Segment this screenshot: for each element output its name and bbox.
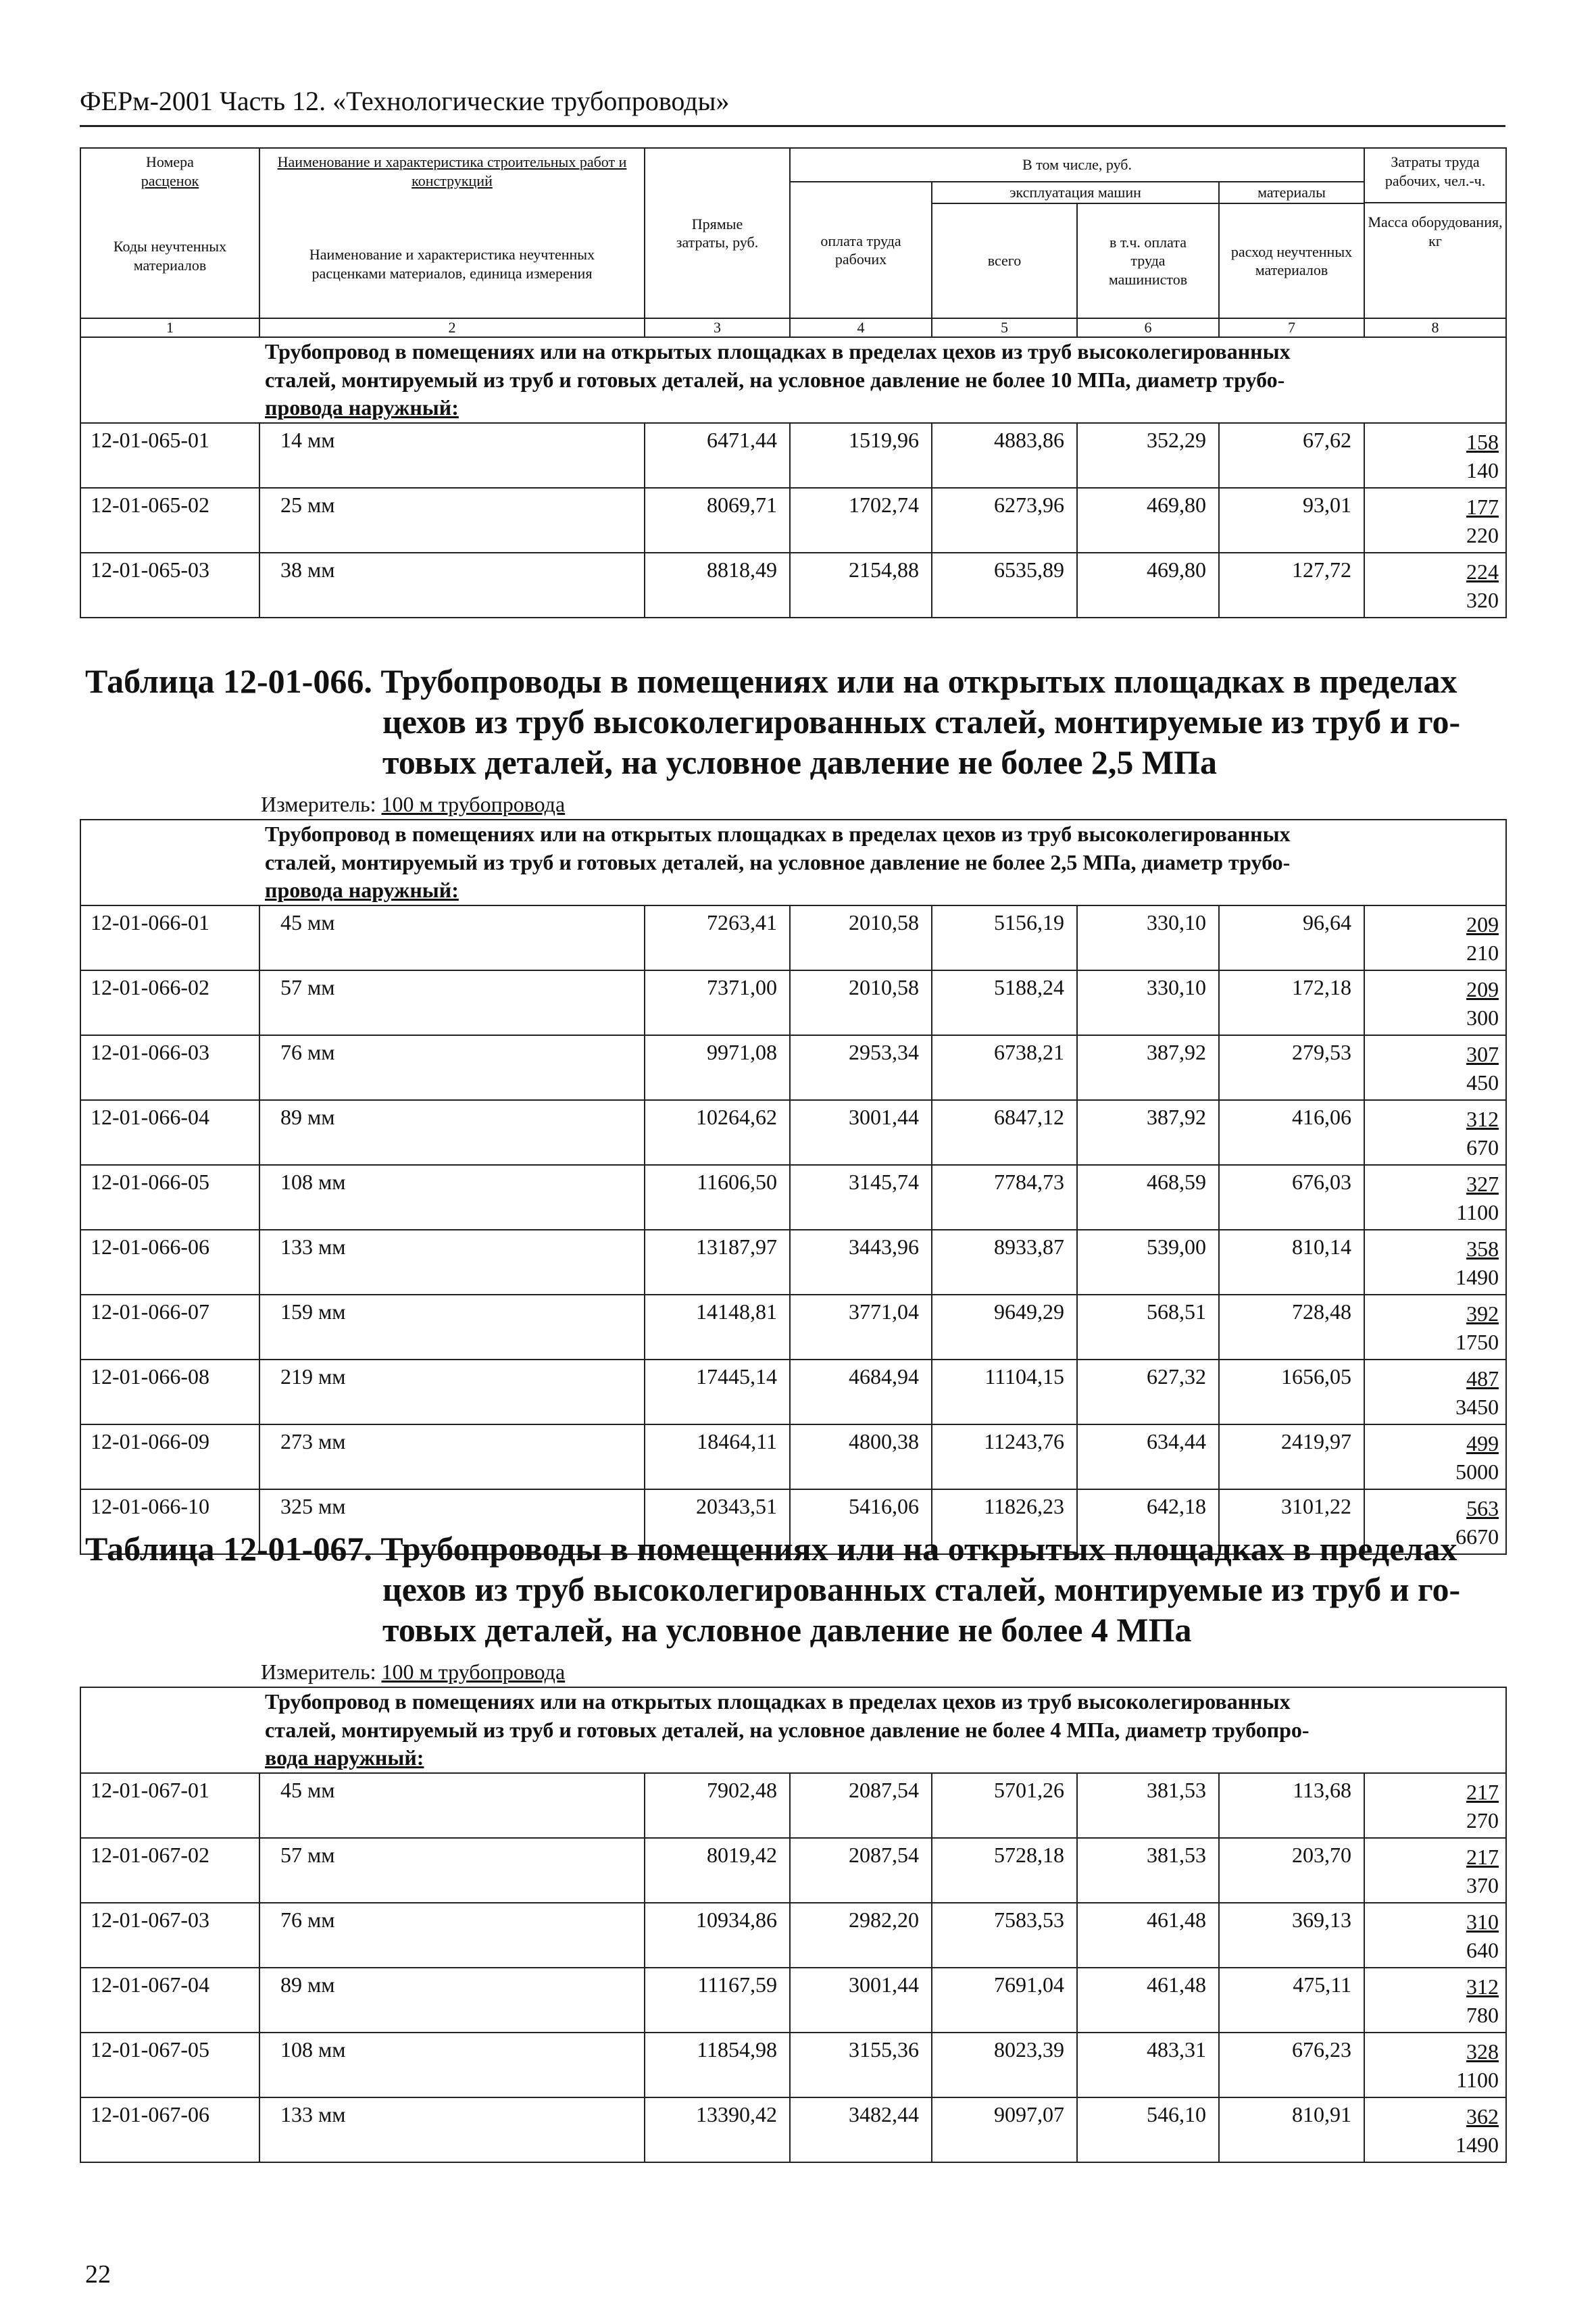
labor-and-mass <box>1364 2033 1506 2097</box>
material-consumption: 416,06 <box>1219 1100 1364 1165</box>
table-row <box>80 2097 1506 2162</box>
table-title-066: Таблица 12-01-066. Трубопроводы в помещениях или на открытых площадках в пределах цехов из труб высоколегированных сталей, монтируемые из труб и го- товых деталей, на условное давление не более 2,5 МПа <box>85 662 1461 781</box>
material-consumption: 93,01 <box>1219 488 1364 553</box>
wages: 2982,20 <box>790 1903 932 1968</box>
wages: 2087,54 <box>790 1838 932 1903</box>
col-header-machines: эксплуатация машин <box>932 182 1219 203</box>
material-consumption: 2419,97 <box>1219 1424 1364 1489</box>
labor-hours: 312 <box>1466 1106 1499 1131</box>
labor-hours: 499 <box>1466 1430 1499 1455</box>
labor-and-mass <box>1364 1165 1506 1230</box>
machines-total: 8933,87 <box>932 1230 1077 1295</box>
wages: 5416,06 <box>790 1489 932 1554</box>
labor-and-mass <box>1364 1230 1506 1295</box>
machinists-wages: 330,10 <box>1077 970 1219 1035</box>
direct-costs: 14148,81 <box>645 1295 790 1360</box>
labor-hours: 209 <box>1466 976 1499 1001</box>
rate-code: 12-01-066-10 <box>80 1489 259 1554</box>
measure-066: Измеритель: 100 м трубопровода <box>261 792 566 816</box>
material-consumption: 810,91 <box>1219 2097 1364 2162</box>
col-num-4: 4 <box>790 318 932 337</box>
col-num-5: 5 <box>932 318 1077 337</box>
machinists-wages: 469,80 <box>1077 553 1219 618</box>
equipment-mass: 6670 <box>1455 1524 1499 1549</box>
labor-and-mass <box>1364 905 1506 970</box>
wages: 4684,94 <box>790 1360 932 1424</box>
wages: 4800,38 <box>790 1424 932 1489</box>
rate-code: 12-01-066-06 <box>80 1230 259 1295</box>
material-consumption: 203,70 <box>1219 1838 1364 1903</box>
labor-and-mass <box>1364 1035 1506 1100</box>
machines-total: 11826,23 <box>932 1489 1077 1554</box>
col-num-2: 2 <box>259 318 645 337</box>
equipment-mass: 450 <box>1466 1070 1499 1095</box>
material-consumption: 728,48 <box>1219 1295 1364 1360</box>
material-consumption: 1656,05 <box>1219 1360 1364 1424</box>
direct-costs: 7902,48 <box>645 1773 790 1838</box>
col-num-8: 8 <box>1364 318 1506 337</box>
material-consumption: 279,53 <box>1219 1035 1364 1100</box>
equipment-mass: 780 <box>1466 2002 1499 2027</box>
machines-total: 4883,86 <box>932 423 1077 488</box>
direct-costs: 6471,44 <box>645 423 790 488</box>
labor-and-mass <box>1364 1100 1506 1165</box>
pipe-diameter: 76 мм <box>259 1035 645 1100</box>
rate-code: 12-01-067-03 <box>80 1903 259 1968</box>
pipe-diameter: 57 мм <box>259 970 645 1035</box>
pipe-diameter: 133 мм <box>259 1230 645 1295</box>
rate-code: 12-01-065-02 <box>80 488 259 553</box>
labor-hours: 307 <box>1466 1041 1499 1066</box>
rate-code: 12-01-066-01 <box>80 905 259 970</box>
labor-and-mass <box>1364 423 1506 488</box>
machines-total: 5188,24 <box>932 970 1077 1035</box>
rate-code: 12-01-066-07 <box>80 1295 259 1360</box>
machinists-wages: 381,53 <box>1077 1838 1219 1903</box>
block-subheading: Трубопровод в помещениях или на открытых площадках в пределах цехов из труб высоколегированных сталей, монтируемый из труб и готовых деталей, на условное давление не более 2,5 МПа, диаметр трубо- провода наружный: <box>80 820 1506 905</box>
labor-and-mass <box>1364 488 1506 553</box>
machines-total: 6535,89 <box>932 553 1077 618</box>
col-header-material-consumption: расход неучтенных материалов <box>1219 203 1364 318</box>
pipe-diameter: 273 мм <box>259 1424 645 1489</box>
pipe-diameter: 133 мм <box>259 2097 645 2162</box>
equipment-mass: 220 <box>1466 522 1499 547</box>
table-row <box>80 1424 1506 1489</box>
machinists-wages: 546,10 <box>1077 2097 1219 2162</box>
machinists-wages: 461,48 <box>1077 1903 1219 1968</box>
machinists-wages: 461,48 <box>1077 1968 1219 2033</box>
machinists-wages: 469,80 <box>1077 488 1219 553</box>
labor-hours: 158 <box>1466 429 1499 454</box>
labor-hours: 224 <box>1466 559 1499 584</box>
rate-code: 12-01-067-04 <box>80 1968 259 2033</box>
direct-costs: 8069,71 <box>645 488 790 553</box>
direct-costs: 11167,59 <box>645 1968 790 2033</box>
col-header-machines-total: всего <box>932 203 1077 318</box>
table-row <box>80 1903 1506 1968</box>
machines-total: 5728,18 <box>932 1838 1077 1903</box>
direct-costs: 7371,00 <box>645 970 790 1035</box>
equipment-mass: 1490 <box>1455 2132 1499 2157</box>
rate-code: 12-01-065-03 <box>80 553 259 618</box>
labor-and-mass <box>1364 1903 1506 1968</box>
page-header: ФЕРм-2001 Часть 12. «Технологические трубопроводы» <box>80 85 1505 127</box>
pipe-diameter: 45 мм <box>259 905 645 970</box>
wages: 3771,04 <box>790 1295 932 1360</box>
pipe-diameter: 108 мм <box>259 1165 645 1230</box>
wages: 3482,44 <box>790 2097 932 2162</box>
wages: 2087,54 <box>790 1773 932 1838</box>
rate-code: 12-01-066-08 <box>80 1360 259 1424</box>
direct-costs: 13390,42 <box>645 2097 790 2162</box>
col-header-codes: Номера расценок Коды неучтенных материалов <box>80 148 259 318</box>
pipe-diameter: 219 мм <box>259 1360 645 1424</box>
direct-costs: 8818,49 <box>645 553 790 618</box>
labor-and-mass <box>1364 1838 1506 1903</box>
table-067 <box>80 1687 1507 2163</box>
machinists-wages: 381,53 <box>1077 1773 1219 1838</box>
table-row <box>80 905 1506 970</box>
material-consumption: 810,14 <box>1219 1230 1364 1295</box>
labor-and-mass <box>1364 1295 1506 1360</box>
machinists-wages: 352,29 <box>1077 423 1219 488</box>
table-row <box>80 970 1506 1035</box>
rate-code: 12-01-066-05 <box>80 1165 259 1230</box>
rate-code: 12-01-067-06 <box>80 2097 259 2162</box>
col-num-6: 6 <box>1077 318 1219 337</box>
wages: 3001,44 <box>790 1968 932 2033</box>
material-consumption: 369,13 <box>1219 1903 1364 1968</box>
labor-hours: 177 <box>1466 494 1499 519</box>
wages: 3145,74 <box>790 1165 932 1230</box>
col-num-1: 1 <box>80 318 259 337</box>
equipment-mass: 1750 <box>1455 1329 1499 1354</box>
equipment-mass: 320 <box>1466 587 1499 612</box>
table-row <box>80 488 1506 553</box>
table-row <box>80 1100 1506 1165</box>
table-066 <box>80 819 1507 1555</box>
machinists-wages: 539,00 <box>1077 1230 1219 1295</box>
rate-code: 12-01-066-03 <box>80 1035 259 1100</box>
material-consumption: 676,03 <box>1219 1165 1364 1230</box>
labor-and-mass <box>1364 1968 1506 2033</box>
machinists-wages: 568,51 <box>1077 1295 1219 1360</box>
direct-costs: 10264,62 <box>645 1100 790 1165</box>
col-header-direct-costs: Прямые затраты, руб. <box>645 148 790 318</box>
rate-code: 12-01-067-02 <box>80 1838 259 1903</box>
direct-costs: 8019,42 <box>645 1838 790 1903</box>
equipment-mass: 1100 <box>1456 1199 1499 1224</box>
labor-hours: 312 <box>1466 1974 1499 1999</box>
equipment-mass: 640 <box>1466 1937 1499 1962</box>
pipe-diameter: 325 мм <box>259 1489 645 1554</box>
labor-and-mass <box>1364 553 1506 618</box>
labor-hours: 217 <box>1466 1779 1499 1804</box>
rate-code: 12-01-067-05 <box>80 2033 259 2097</box>
wages: 2154,88 <box>790 553 932 618</box>
wages: 3155,36 <box>790 2033 932 2097</box>
machines-total: 5701,26 <box>932 1773 1077 1838</box>
labor-and-mass <box>1364 970 1506 1035</box>
wages: 2953,34 <box>790 1035 932 1100</box>
equipment-mass: 670 <box>1466 1135 1499 1160</box>
wages: 2010,58 <box>790 970 932 1035</box>
col-num-3: 3 <box>645 318 790 337</box>
equipment-mass: 1100 <box>1456 2067 1499 2092</box>
table-row <box>80 2033 1506 2097</box>
machines-total: 7691,04 <box>932 1968 1077 2033</box>
labor-hours: 209 <box>1466 912 1499 937</box>
direct-costs: 17445,14 <box>645 1360 790 1424</box>
direct-costs: 20343,51 <box>645 1489 790 1554</box>
col-header-materials: материалы <box>1219 182 1364 203</box>
labor-and-mass <box>1364 2097 1506 2162</box>
col-header-machinists-wages: в т.ч. оплата труда машинистов <box>1077 203 1219 318</box>
table-title-067: Таблица 12-01-067. Трубопроводы в помещениях или на открытых площадках в пределах цехов из труб высоколегированных сталей, монтируемые из труб и го- товых деталей, на условное давление не более 4 МПа <box>85 1530 1461 1649</box>
wages: 1702,74 <box>790 488 932 553</box>
block-subheading: Трубопровод в помещениях или на открытых площадках в пределах цехов из труб высоколегированных сталей, монтируемый из труб и готовых деталей, на условное давление не более 10 МПа, диаметр трубо- провода наружный: <box>80 337 1506 423</box>
pipe-diameter: 89 мм <box>259 1100 645 1165</box>
pipe-diameter: 25 мм <box>259 488 645 553</box>
direct-costs: 13187,97 <box>645 1230 790 1295</box>
material-consumption: 67,62 <box>1219 423 1364 488</box>
table-row <box>80 1773 1506 1838</box>
material-consumption: 127,72 <box>1219 553 1364 618</box>
equipment-mass: 370 <box>1466 1872 1499 1897</box>
col-header-name: Наименование и характеристика строительных работ и конструкций Наименование и характеристика неучтенных расценками материалов, единица измерения <box>259 148 645 318</box>
labor-hours: 563 <box>1466 1495 1499 1520</box>
equipment-mass: 5000 <box>1455 1459 1499 1484</box>
col-header-labor: Затраты труда рабочих, чел.-ч. Масса оборудования, кг <box>1364 148 1506 318</box>
table-row <box>80 1230 1506 1295</box>
machinists-wages: 387,92 <box>1077 1100 1219 1165</box>
page-number: 22 <box>85 2260 111 2289</box>
labor-and-mass <box>1364 1773 1506 1838</box>
direct-costs: 11606,50 <box>645 1165 790 1230</box>
table-065 <box>80 147 1507 618</box>
rate-code: 12-01-067-01 <box>80 1773 259 1838</box>
direct-costs: 11854,98 <box>645 2033 790 2097</box>
wages: 3001,44 <box>790 1100 932 1165</box>
machinists-wages: 387,92 <box>1077 1035 1219 1100</box>
table-row <box>80 1295 1506 1360</box>
pipe-diameter: 38 мм <box>259 553 645 618</box>
machines-total: 6738,21 <box>932 1035 1077 1100</box>
pipe-diameter: 89 мм <box>259 1968 645 2033</box>
measure-067: Измеритель: 100 м трубопровода <box>261 1660 566 1684</box>
equipment-mass: 1490 <box>1455 1264 1499 1289</box>
col-header-wages: оплата труда рабочих <box>790 182 932 318</box>
machines-total: 5156,19 <box>932 905 1077 970</box>
pipe-diameter: 159 мм <box>259 1295 645 1360</box>
equipment-mass: 300 <box>1466 1005 1499 1030</box>
table-row <box>80 423 1506 488</box>
material-consumption: 475,11 <box>1219 1968 1364 2033</box>
machines-total: 6847,12 <box>932 1100 1077 1165</box>
labor-and-mass <box>1364 1360 1506 1424</box>
labor-and-mass <box>1364 1424 1506 1489</box>
labor-hours: 362 <box>1466 2104 1499 2129</box>
block-subheading: Трубопровод в помещениях или на открытых площадках в пределах цехов из труб высоколегированных сталей, монтируемый из труб и готовых деталей, на условное давление не более 4 МПа, диаметр трубопро- вода наружный: <box>80 1687 1506 1773</box>
direct-costs: 9971,08 <box>645 1035 790 1100</box>
pipe-diameter: 14 мм <box>259 423 645 488</box>
table-row <box>80 553 1506 618</box>
labor-hours: 310 <box>1466 1909 1499 1934</box>
pipe-diameter: 57 мм <box>259 1838 645 1903</box>
material-consumption: 676,23 <box>1219 2033 1364 2097</box>
machinists-wages: 330,10 <box>1077 905 1219 970</box>
material-consumption: 172,18 <box>1219 970 1364 1035</box>
rate-code: 12-01-066-02 <box>80 970 259 1035</box>
equipment-mass: 270 <box>1466 1808 1499 1833</box>
labor-hours: 217 <box>1466 1844 1499 1869</box>
rate-code: 12-01-066-04 <box>80 1100 259 1165</box>
labor-hours: 487 <box>1466 1366 1499 1391</box>
labor-hours: 358 <box>1466 1236 1499 1261</box>
machines-total: 7784,73 <box>932 1165 1077 1230</box>
labor-hours: 327 <box>1466 1171 1499 1196</box>
machines-total: 11243,76 <box>932 1424 1077 1489</box>
direct-costs: 18464,11 <box>645 1424 790 1489</box>
labor-hours: 392 <box>1466 1301 1499 1326</box>
material-consumption: 113,68 <box>1219 1773 1364 1838</box>
machines-total: 9097,07 <box>932 2097 1077 2162</box>
machinists-wages: 642,18 <box>1077 1489 1219 1554</box>
pipe-diameter: 108 мм <box>259 2033 645 2097</box>
wages: 1519,96 <box>790 423 932 488</box>
machines-total: 8023,39 <box>932 2033 1077 2097</box>
col-header-incl: В том числе, руб. <box>790 148 1364 182</box>
pipe-diameter: 45 мм <box>259 1773 645 1838</box>
equipment-mass: 3450 <box>1455 1394 1499 1419</box>
machines-total: 11104,15 <box>932 1360 1077 1424</box>
rate-code: 12-01-066-09 <box>80 1424 259 1489</box>
machinists-wages: 627,32 <box>1077 1360 1219 1424</box>
direct-costs: 7263,41 <box>645 905 790 970</box>
machines-total: 7583,53 <box>932 1903 1077 1968</box>
pipe-diameter: 76 мм <box>259 1903 645 1968</box>
equipment-mass: 140 <box>1466 457 1499 482</box>
machines-total: 6273,96 <box>932 488 1077 553</box>
machines-total: 9649,29 <box>932 1295 1077 1360</box>
col-num-7: 7 <box>1219 318 1364 337</box>
equipment-mass: 210 <box>1466 940 1499 965</box>
wages: 3443,96 <box>790 1230 932 1295</box>
table-row <box>80 1968 1506 2033</box>
table-row <box>80 1838 1506 1903</box>
table-row <box>80 1165 1506 1230</box>
machinists-wages: 483,31 <box>1077 2033 1219 2097</box>
labor-hours: 328 <box>1466 2039 1499 2064</box>
direct-costs: 10934,86 <box>645 1903 790 1968</box>
rate-code: 12-01-065-01 <box>80 423 259 488</box>
machinists-wages: 468,59 <box>1077 1165 1219 1230</box>
material-consumption: 3101,22 <box>1219 1489 1364 1554</box>
material-consumption: 96,64 <box>1219 905 1364 970</box>
table-row <box>80 1035 1506 1100</box>
table-row <box>80 1360 1506 1424</box>
wages: 2010,58 <box>790 905 932 970</box>
machinists-wages: 634,44 <box>1077 1424 1219 1489</box>
